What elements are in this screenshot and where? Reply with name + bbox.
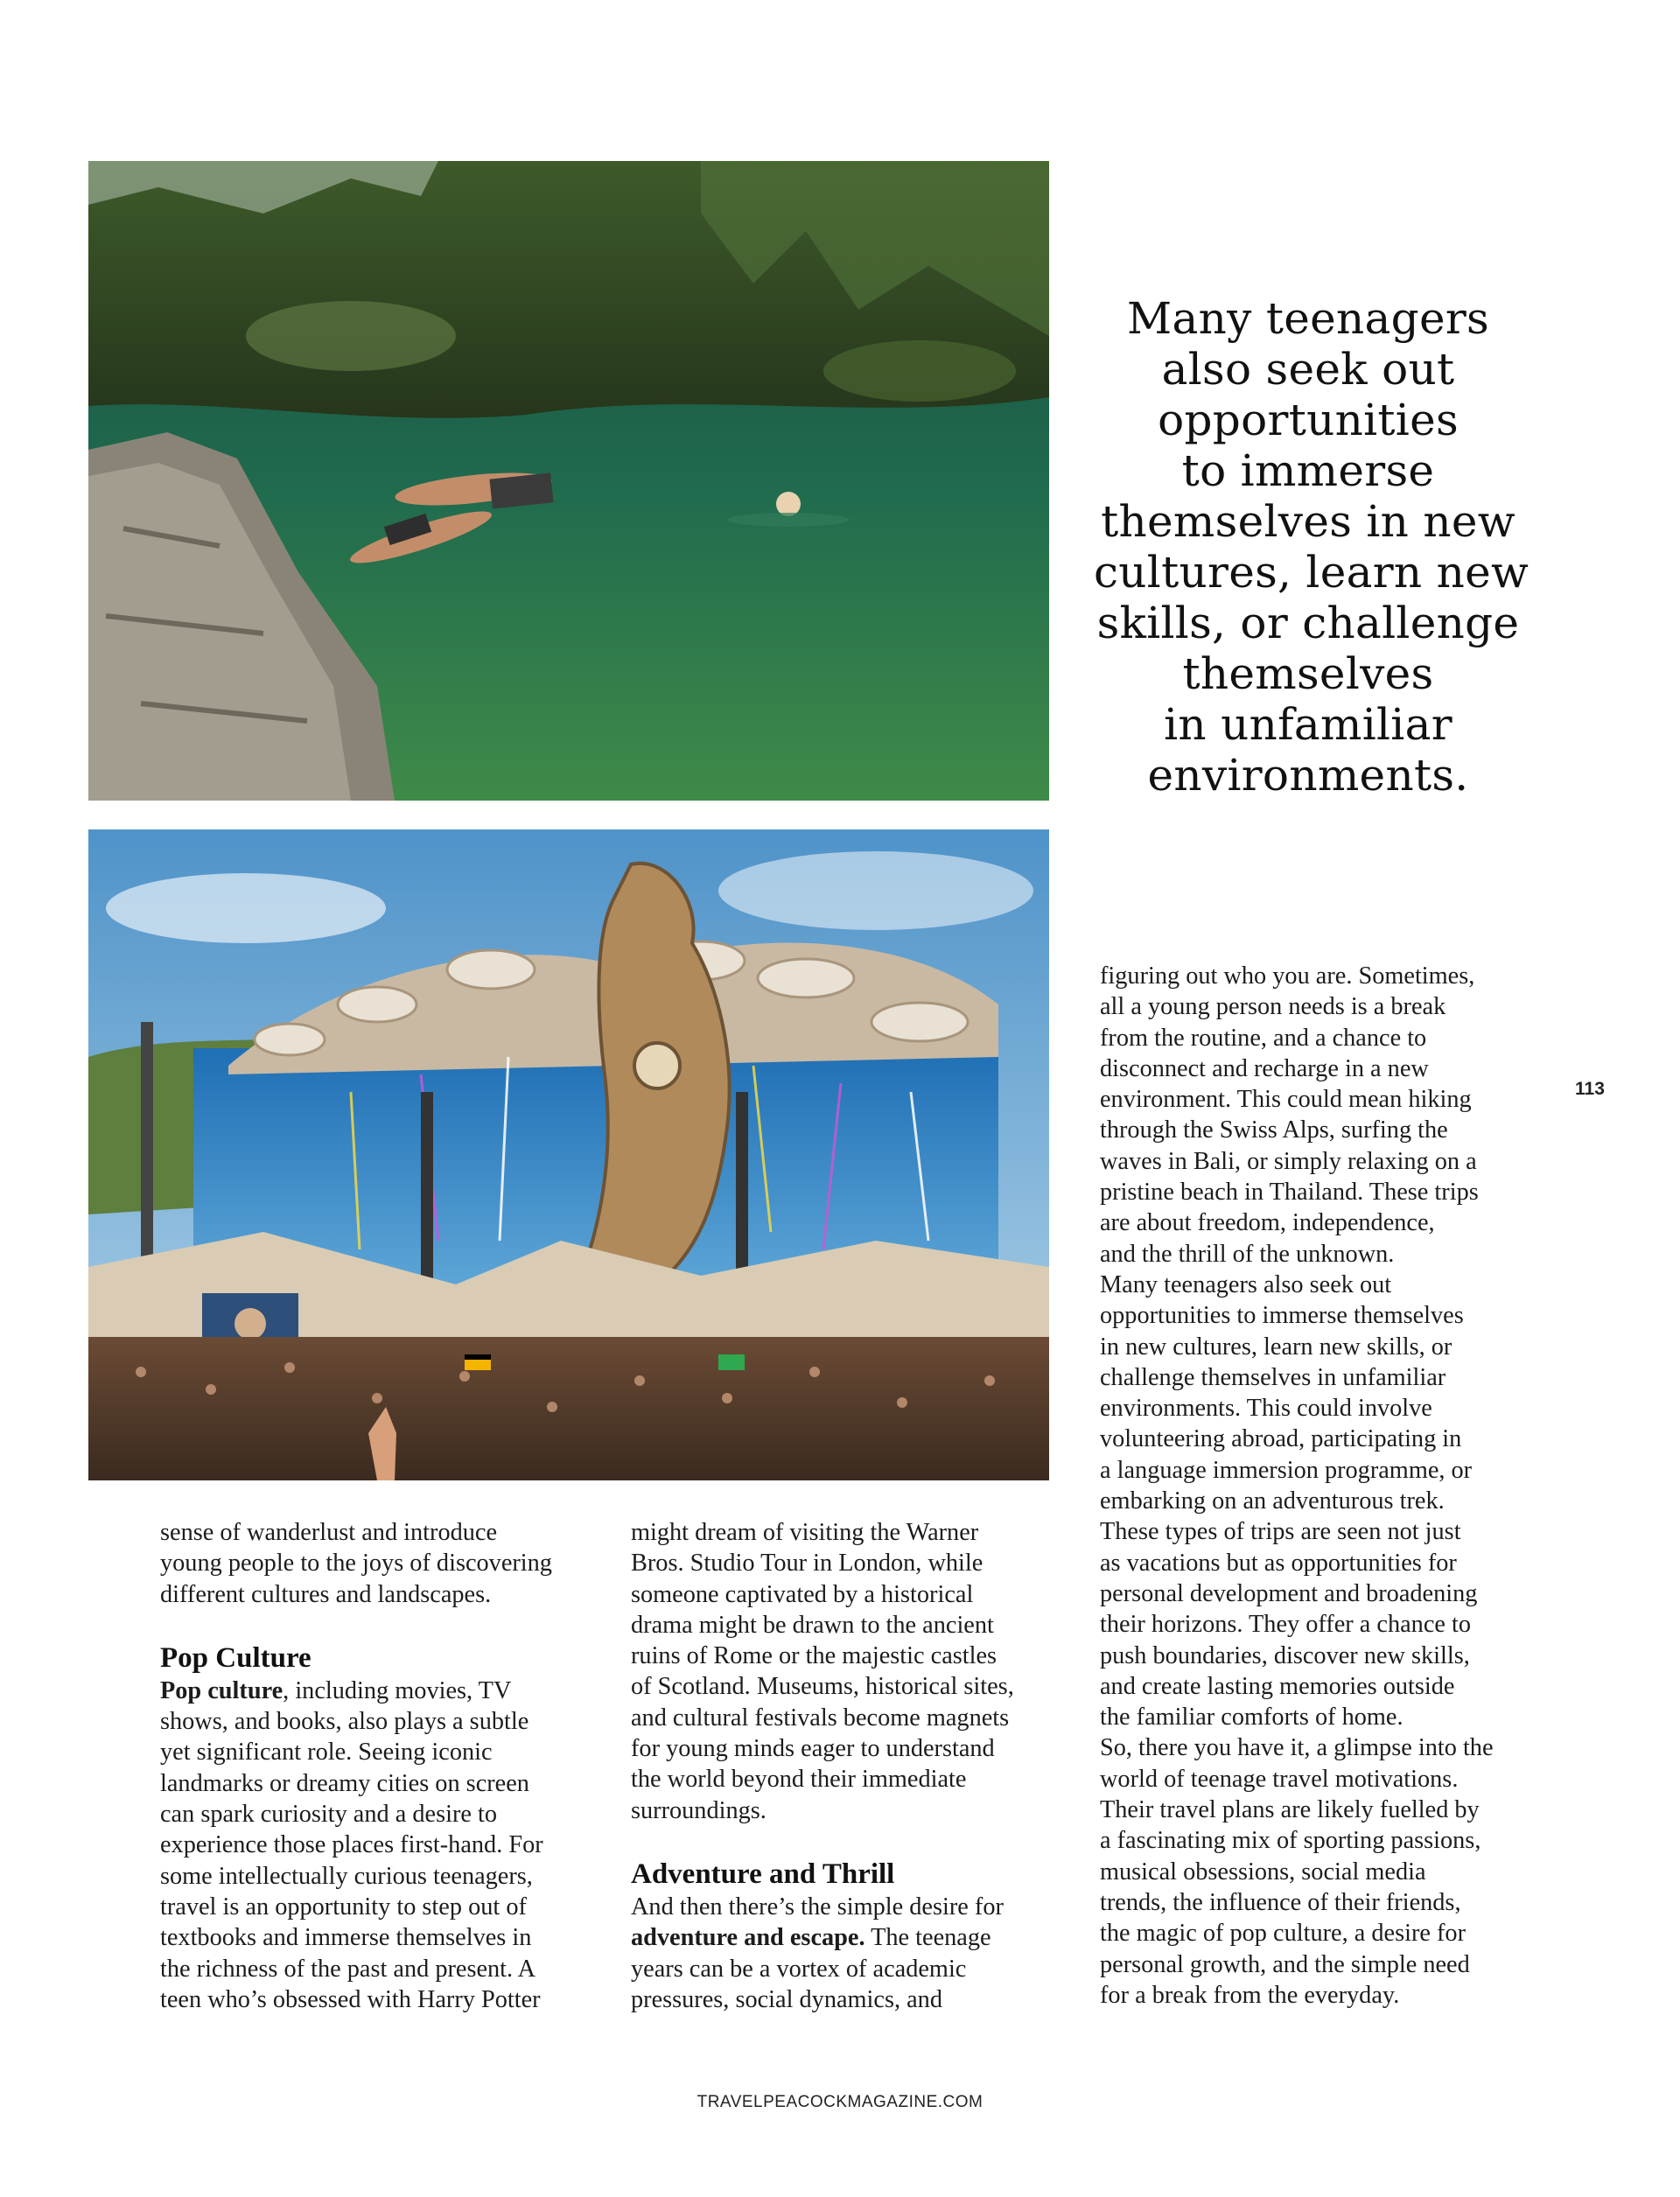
body-line: disconnect and recharge in a new <box>1100 1054 1429 1082</box>
body-line: of Scotland. Museums, historical sites, <box>631 1673 1014 1701</box>
body-line: the familiar comforts of home. <box>1100 1704 1404 1732</box>
body-line: landmarks or dreamy cities on screen <box>160 1769 529 1797</box>
article-column-1 <box>160 1517 598 2015</box>
body-line: in new cultures, learn new skills, or <box>1100 1333 1452 1361</box>
section-heading-pop-culture: Pop Culture <box>160 1641 312 1674</box>
body-line: teen who’s obsessed with Harry Potter <box>160 1985 541 2013</box>
body-line: opportunities to immerse themselves <box>1100 1302 1464 1330</box>
body-line: figuring out who you are. Sometimes, <box>1100 962 1475 990</box>
body-line: through the Swiss Alps, surfing the <box>1100 1116 1448 1144</box>
pull-quote-line: to immerse <box>1181 445 1435 496</box>
pull-quote-line: skills, or challenge <box>1096 598 1520 648</box>
body-line: for young minds eager to understand <box>631 1735 995 1763</box>
body-line: a language immersion programme, or <box>1100 1456 1473 1484</box>
body-line: drama might be drawn to the ancient <box>631 1611 994 1639</box>
body-line: from the routine, and a chance to <box>1100 1024 1427 1052</box>
body-line: shows, and books, also plays a subtle <box>160 1708 529 1736</box>
body-line: yet significant role. Seeing iconic <box>160 1739 493 1767</box>
body-line: their horizons. They offer a chance to <box>1100 1611 1472 1639</box>
body-line: different cultures and landscapes. <box>160 1580 492 1608</box>
page-number: 113 <box>1575 1079 1605 1099</box>
body-line: pressures, social dynamics, and <box>631 1985 942 2013</box>
body-line: These types of trips are seen not just <box>1100 1518 1461 1546</box>
pull-quote-line: themselves in new <box>1101 496 1516 547</box>
body-line: young people to the joys of discovering <box>160 1550 552 1578</box>
body-line: waves in Bali, or simply relaxing on a <box>1100 1147 1477 1175</box>
section-heading-adventure: Adventure and Thrill <box>631 1858 895 1890</box>
article-column-3 <box>1100 961 1537 2011</box>
body-line: Many teenagers also seek out <box>1100 1270 1392 1298</box>
body-line: musical obsessions, social media <box>1100 1858 1426 1886</box>
body-line: challenge themselves in unfamiliar <box>1100 1363 1446 1391</box>
footer-url: TRAVELPEACOCKMAGAZINE.COM <box>696 2093 984 2111</box>
body-line: pristine beach in Thailand. These trips <box>1100 1179 1479 1207</box>
body-line: are about freedom, independence, <box>1100 1209 1435 1237</box>
body-line: might dream of visiting the Warner <box>631 1519 979 1546</box>
body-line: world of teenage travel motivations. <box>1100 1765 1459 1793</box>
body-line: environment. This could mean hiking <box>1100 1086 1472 1114</box>
pull-quote-line: also seek out <box>1161 344 1455 395</box>
body-line: Bros. Studio Tour in London, while <box>631 1550 984 1578</box>
body-line: So, there you have it, a glimpse into the <box>1100 1734 1494 1762</box>
body-line: the magic of pop culture, a desire for <box>1100 1920 1466 1948</box>
body-line: embarking on an adventurous trek. <box>1100 1487 1445 1515</box>
body-line: And then there’s the simple desire for <box>631 1893 1004 1921</box>
body-line: a fascinating mix of sporting passions, <box>1100 1827 1481 1855</box>
body-line: all a young person needs is a break <box>1100 993 1446 1021</box>
festival-stage-photo <box>88 829 1049 1480</box>
body-line: as vacations but as opportunities for <box>1100 1549 1457 1577</box>
body-line: can spark curiosity and a desire to <box>160 1801 498 1829</box>
body-line: adventure and escape. The teenage <box>631 1924 991 1952</box>
body-line: Their travel plans are likely fuelled by <box>1100 1796 1480 1824</box>
body-line: personal development and broadening <box>1100 1579 1478 1607</box>
body-line: trends, the influence of their friends, <box>1100 1888 1461 1916</box>
body-line: and the thrill of the unknown. <box>1100 1240 1395 1268</box>
body-line: for a break from the everyday. <box>1100 1981 1400 2009</box>
body-line: experience those places first-hand. For <box>160 1831 543 1859</box>
cliff-diving-photo <box>88 161 1049 801</box>
body-line: travel is an opportunity to step out of <box>160 1893 527 1921</box>
body-line: push boundaries, discover new skills, <box>1100 1641 1470 1669</box>
pull-quote-line: Many teenagers <box>1127 293 1489 344</box>
pull-quote-line: cultures, learn new <box>1094 547 1530 598</box>
pull-quote-line: themselves <box>1182 648 1434 699</box>
body-line: someone captivated by a historical <box>631 1580 974 1608</box>
body-line: the richness of the past and present. A <box>160 1955 536 1983</box>
body-line: environments. This could involve <box>1100 1395 1432 1423</box>
bold-lead: Pop culture <box>160 1676 284 1704</box>
body-line: some intellectually curious teenagers, <box>160 1862 533 1890</box>
body-line: personal growth, and the simple need <box>1100 1950 1470 1978</box>
body-line: ruins of Rome or the majestic castles <box>631 1642 998 1670</box>
body-line: sense of wanderlust and introduce <box>160 1519 498 1546</box>
pull-quote-line: opportunities <box>1158 395 1459 445</box>
article-column-2 <box>631 1517 1068 2015</box>
pull-quote-line: environments. <box>1147 750 1469 801</box>
body-line: years can be a vortex of academic <box>631 1955 967 1983</box>
body-line: the world beyond their immediate <box>631 1766 967 1794</box>
body-line: textbooks and immerse themselves in <box>160 1924 532 1952</box>
body-line: volunteering abroad, participating in <box>1100 1425 1462 1453</box>
body-line: surroundings. <box>631 1796 766 1824</box>
body-line: Pop culture, including movies, TV <box>160 1676 512 1704</box>
pull-quote <box>1094 293 1530 801</box>
body-line: and create lasting memories outside <box>1100 1672 1455 1700</box>
bold-phrase: adventure and escape. <box>631 1924 865 1952</box>
pull-quote-line: in unfamiliar <box>1164 699 1452 750</box>
body-line: and cultural festivals become magnets <box>631 1704 1010 1732</box>
